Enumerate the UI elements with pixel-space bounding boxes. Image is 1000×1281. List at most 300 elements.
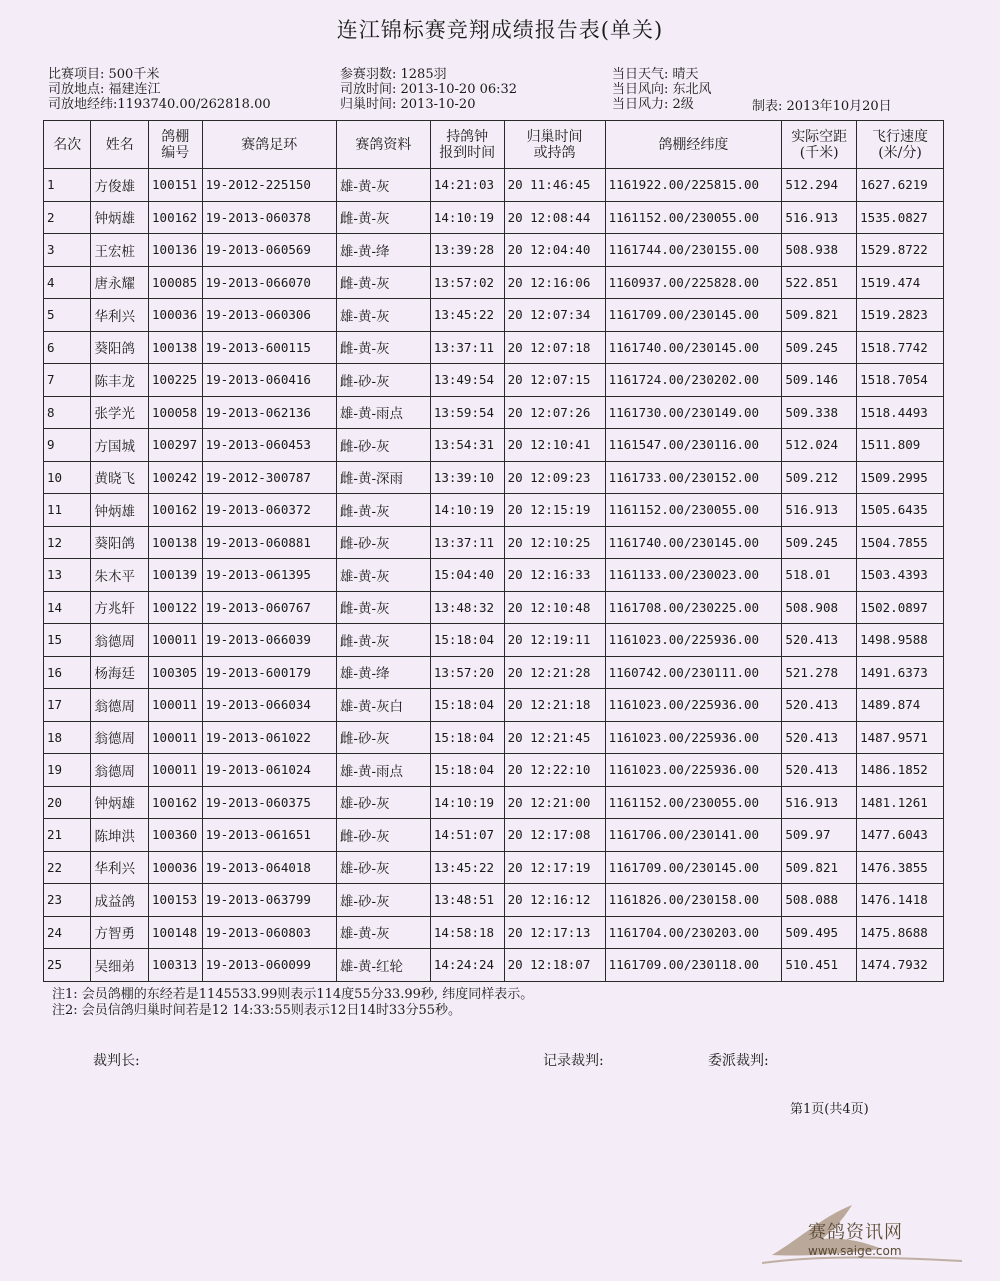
table-cell: 20 12:17:08 (504, 819, 605, 852)
table-cell: 20 12:10:41 (504, 429, 605, 462)
table-cell: 19-2013-063799 (202, 884, 336, 917)
table-cell: 20 12:21:18 (504, 689, 605, 722)
table-cell: 翁德周 (91, 624, 149, 657)
table-cell: 1477.6043 (857, 819, 944, 852)
table-cell: 22 (44, 851, 91, 884)
table-cell: 1161922.00/225815.00 (605, 169, 782, 202)
table-cell: 14:24:24 (430, 949, 504, 982)
table-cell: 1509.2995 (857, 461, 944, 494)
table-cell: 13:48:32 (430, 591, 504, 624)
table-cell: 1161152.00/230055.00 (605, 494, 782, 527)
table-cell: 雌-砂-灰 (336, 721, 430, 754)
table-cell: 雄-黄-雨点 (336, 396, 430, 429)
table-cell: 510.451 (782, 949, 857, 982)
table-cell: 1161724.00/230202.00 (605, 364, 782, 397)
table-cell: 20 12:10:25 (504, 526, 605, 559)
table-cell: 100011 (149, 689, 203, 722)
table-cell: 509.495 (782, 916, 857, 949)
table-row (44, 429, 944, 462)
table-cell: 6 (44, 331, 91, 364)
table-cell: 雌-黄-灰 (336, 624, 430, 657)
table-cell: 100360 (149, 819, 203, 852)
table-row (44, 949, 944, 982)
table-row (44, 201, 944, 234)
table-cell: 19-2013-060372 (202, 494, 336, 527)
table-cell: 1504.7855 (857, 526, 944, 559)
table-cell: 20 12:16:06 (504, 266, 605, 299)
column-header: 鸽棚 编号 (149, 121, 203, 169)
table-cell: 陈坤洪 (91, 819, 149, 852)
table-cell: 方俊雄 (91, 169, 149, 202)
table-cell: 5 (44, 299, 91, 332)
column-header: 姓名 (91, 121, 149, 169)
table-cell: 20 12:18:07 (504, 949, 605, 982)
table-cell: 1161709.00/230145.00 (605, 851, 782, 884)
table-row (44, 526, 944, 559)
table-cell: 1486.1852 (857, 754, 944, 787)
table-cell: 1161730.00/230149.00 (605, 396, 782, 429)
table-cell: 雄-砂-灰 (336, 851, 430, 884)
watermark-url: www.saige.com (808, 1244, 902, 1258)
table-cell: 100162 (149, 201, 203, 234)
table-row (44, 656, 944, 689)
assigned-judge-signature: 委派裁判: (708, 1053, 769, 1069)
table-cell: 509.821 (782, 299, 857, 332)
column-header: 名次 (44, 121, 91, 169)
table-cell: 雄-黄-灰 (336, 559, 430, 592)
table-cell: 19-2013-060306 (202, 299, 336, 332)
table-cell: 14:21:03 (430, 169, 504, 202)
table-row (44, 396, 944, 429)
table-cell: 100138 (149, 331, 203, 364)
table-cell: 4 (44, 266, 91, 299)
table-cell: 13:45:22 (430, 299, 504, 332)
table-cell: 1161733.00/230152.00 (605, 461, 782, 494)
column-header: 飞行速度 (米/分) (857, 121, 944, 169)
table-cell: 1511.809 (857, 429, 944, 462)
table-cell: 雄-黄-灰白 (336, 689, 430, 722)
table-cell: 钟炳雄 (91, 494, 149, 527)
table-cell: 15:18:04 (430, 689, 504, 722)
table-cell: 17 (44, 689, 91, 722)
table-cell: 1503.4393 (857, 559, 944, 592)
table-cell: 20 12:04:40 (504, 234, 605, 267)
table-cell: 19-2012-300787 (202, 461, 336, 494)
table-cell: 100058 (149, 396, 203, 429)
table-cell: 19-2012-225150 (202, 169, 336, 202)
table-cell: 19-2013-064018 (202, 851, 336, 884)
table-cell: 23 (44, 884, 91, 917)
column-header: 持鸽钟 报到时间 (430, 121, 504, 169)
table-cell: 100162 (149, 494, 203, 527)
table-cell: 520.413 (782, 624, 857, 657)
table-cell: 雄-砂-灰 (336, 884, 430, 917)
report-date: 制表: 2013年10月20日 (752, 99, 892, 114)
table-cell: 19-2013-060099 (202, 949, 336, 982)
table-cell: 15:18:04 (430, 754, 504, 787)
table-cell: 20 12:16:12 (504, 884, 605, 917)
table-cell: 3 (44, 234, 91, 267)
table-cell: 19-2013-060569 (202, 234, 336, 267)
table-row (44, 786, 944, 819)
table-cell: 1161709.00/230118.00 (605, 949, 782, 982)
table-cell: 100011 (149, 754, 203, 787)
race-info-column (48, 67, 271, 112)
table-cell: 100036 (149, 851, 203, 884)
timing-info-column (340, 67, 517, 112)
table-cell: 100138 (149, 526, 203, 559)
table-cell: 13:57:02 (430, 266, 504, 299)
table-cell: 雄-黄-绛 (336, 234, 430, 267)
footnotes (52, 987, 533, 1019)
table-cell: 14 (44, 591, 91, 624)
table-cell: 20 12:15:19 (504, 494, 605, 527)
table-cell: 100139 (149, 559, 203, 592)
table-row (44, 754, 944, 787)
table-cell: 方国城 (91, 429, 149, 462)
column-header: 赛鸽足环 (202, 121, 336, 169)
table-cell: 14:10:19 (430, 786, 504, 819)
table-cell: 512.294 (782, 169, 857, 202)
table-cell: 雄-黄-灰 (336, 299, 430, 332)
table-cell: 19-2013-066039 (202, 624, 336, 657)
table-row (44, 234, 944, 267)
table-cell: 雄-黄-绛 (336, 656, 430, 689)
table-cell: 1161023.00/225936.00 (605, 721, 782, 754)
table-cell: 14:10:19 (430, 494, 504, 527)
table-cell: 华利兴 (91, 299, 149, 332)
column-header: 归巢时间 或持鸽 (504, 121, 605, 169)
table-cell: 雌-黄-灰 (336, 201, 430, 234)
table-cell: 512.024 (782, 429, 857, 462)
table-cell: 1 (44, 169, 91, 202)
table-cell: 508.908 (782, 591, 857, 624)
table-cell: 12 (44, 526, 91, 559)
table-cell: 1161133.00/230023.00 (605, 559, 782, 592)
table-row (44, 494, 944, 527)
table-cell: 1518.4493 (857, 396, 944, 429)
table-cell: 1502.0897 (857, 591, 944, 624)
footnote: 注1: 会员鸽棚的东经若是1145533.99则表示114度55分33.99秒, 纬度同样表示。 (52, 987, 534, 1002)
table-cell: 20 12:07:34 (504, 299, 605, 332)
table-cell: 15:18:04 (430, 624, 504, 657)
table-cell: 钟炳雄 (91, 786, 149, 819)
table-cell: 14:58:18 (430, 916, 504, 949)
table-cell: 13:57:20 (430, 656, 504, 689)
table-cell: 雌-砂-灰 (336, 429, 430, 462)
table-cell: 1161023.00/225936.00 (605, 624, 782, 657)
weather: 当日天气: 晴天 (612, 67, 699, 82)
table-cell: 19-2013-066034 (202, 689, 336, 722)
table-cell: 雌-黄-深雨 (336, 461, 430, 494)
table-cell: 1489.874 (857, 689, 944, 722)
table-cell: 19-2013-600179 (202, 656, 336, 689)
table-cell: 19-2013-061395 (202, 559, 336, 592)
table-row (44, 331, 944, 364)
table-cell: 20 12:19:11 (504, 624, 605, 657)
table-row (44, 624, 944, 657)
table-cell: 1475.8688 (857, 916, 944, 949)
table-row (44, 559, 944, 592)
table-cell: 13:48:51 (430, 884, 504, 917)
table-cell: 100151 (149, 169, 203, 202)
table-cell: 100242 (149, 461, 203, 494)
recording-judge-signature: 记录裁判: (543, 1053, 604, 1069)
table-row (44, 721, 944, 754)
table-cell: 13:54:31 (430, 429, 504, 462)
table-cell: 2 (44, 201, 91, 234)
table-cell: 19-2013-060416 (202, 364, 336, 397)
table-row (44, 299, 944, 332)
table-cell: 翁德周 (91, 721, 149, 754)
table-cell: 509.97 (782, 819, 857, 852)
table-cell: 19-2013-061022 (202, 721, 336, 754)
table-row (44, 916, 944, 949)
table-cell: 516.913 (782, 786, 857, 819)
table-cell: 100148 (149, 916, 203, 949)
table-cell: 黄晓飞 (91, 461, 149, 494)
table-cell: 19 (44, 754, 91, 787)
table-cell: 14:51:07 (430, 819, 504, 852)
table-cell: 1161547.00/230116.00 (605, 429, 782, 462)
watermark-text: 赛鸽资讯网 (808, 1222, 903, 1243)
table-cell: 100011 (149, 624, 203, 657)
table-cell: 520.413 (782, 754, 857, 787)
table-cell: 1161152.00/230055.00 (605, 786, 782, 819)
table-cell: 518.01 (782, 559, 857, 592)
table-cell: 1161709.00/230145.00 (605, 299, 782, 332)
table-cell: 雌-砂-灰 (336, 364, 430, 397)
table-cell: 509.821 (782, 851, 857, 884)
table-cell: 520.413 (782, 721, 857, 754)
table-cell: 雌-黄-灰 (336, 591, 430, 624)
report-title: 连江锦标赛竞翔成绩报告表(单关) (336, 18, 664, 42)
table-cell: 13:45:22 (430, 851, 504, 884)
return-time: 归巢时间: 2013-10-20 (340, 97, 476, 112)
table-cell: 509.245 (782, 331, 857, 364)
table-cell: 20 12:17:13 (504, 916, 605, 949)
table-cell: 20 12:16:33 (504, 559, 605, 592)
table-cell: 100136 (149, 234, 203, 267)
table-row (44, 884, 944, 917)
table-header-row (44, 121, 944, 169)
table-cell: 100085 (149, 266, 203, 299)
table-row (44, 461, 944, 494)
table-cell: 1487.9571 (857, 721, 944, 754)
table-cell: 19-2013-060378 (202, 201, 336, 234)
table-cell: 1476.1418 (857, 884, 944, 917)
table-cell: 1627.6219 (857, 169, 944, 202)
table-cell: 509.245 (782, 526, 857, 559)
race-item: 比赛项目: 500千米 (48, 67, 160, 82)
table-cell: 1476.3855 (857, 851, 944, 884)
table-cell: 24 (44, 916, 91, 949)
table-cell: 20 12:21:00 (504, 786, 605, 819)
table-cell: 1161826.00/230158.00 (605, 884, 782, 917)
table-cell: 522.851 (782, 266, 857, 299)
table-cell: 翁德周 (91, 689, 149, 722)
table-cell: 520.413 (782, 689, 857, 722)
table-cell: 20 12:09:23 (504, 461, 605, 494)
table-cell: 1161740.00/230145.00 (605, 526, 782, 559)
table-cell: 1161706.00/230141.00 (605, 819, 782, 852)
table-cell: 100305 (149, 656, 203, 689)
table-cell: 1505.6435 (857, 494, 944, 527)
table-cell: 方智勇 (91, 916, 149, 949)
table-cell: 508.938 (782, 234, 857, 267)
table-cell: 20 12:07:18 (504, 331, 605, 364)
table-cell: 15 (44, 624, 91, 657)
table-cell: 1161740.00/230145.00 (605, 331, 782, 364)
table-cell: 509.338 (782, 396, 857, 429)
table-cell: 7 (44, 364, 91, 397)
table-cell: 雄-黄-灰 (336, 169, 430, 202)
table-cell: 1529.8722 (857, 234, 944, 267)
table-cell: 19-2013-066070 (202, 266, 336, 299)
column-header: 鸽棚经纬度 (605, 121, 782, 169)
table-cell: 20 12:07:26 (504, 396, 605, 429)
table-cell: 1160742.00/230111.00 (605, 656, 782, 689)
table-cell: 1161152.00/230055.00 (605, 201, 782, 234)
table-cell: 19-2013-060453 (202, 429, 336, 462)
table-cell: 19-2013-060767 (202, 591, 336, 624)
table-cell: 100122 (149, 591, 203, 624)
table-cell: 19-2013-060881 (202, 526, 336, 559)
table-cell: 100162 (149, 786, 203, 819)
table-cell: 雌-砂-灰 (336, 526, 430, 559)
table-cell: 100297 (149, 429, 203, 462)
table-cell: 华利兴 (91, 851, 149, 884)
table-cell: 1519.474 (857, 266, 944, 299)
table-cell: 100036 (149, 299, 203, 332)
column-header: 实际空距 (千米) (782, 121, 857, 169)
table-cell: 19-2013-600115 (202, 331, 336, 364)
table-cell: 13:39:10 (430, 461, 504, 494)
table-cell: 成益鸽 (91, 884, 149, 917)
table-cell: 朱木平 (91, 559, 149, 592)
table-cell: 1519.2823 (857, 299, 944, 332)
release-location: 司放地点: 福建连江 (48, 82, 161, 97)
table-cell: 1161744.00/230155.00 (605, 234, 782, 267)
table-cell: 19-2013-060803 (202, 916, 336, 949)
table-cell: 雌-黄-灰 (336, 494, 430, 527)
table-cell: 13:39:28 (430, 234, 504, 267)
table-cell: 516.913 (782, 494, 857, 527)
table-cell: 100011 (149, 721, 203, 754)
table-cell: 14:10:19 (430, 201, 504, 234)
table-cell: 1518.7742 (857, 331, 944, 364)
table-cell: 钟炳雄 (91, 201, 149, 234)
table-cell: 翁德周 (91, 754, 149, 787)
table-cell: 516.913 (782, 201, 857, 234)
table-cell: 19-2013-061651 (202, 819, 336, 852)
table-cell: 20 12:08:44 (504, 201, 605, 234)
table-cell: 20 (44, 786, 91, 819)
table-cell: 吴细弟 (91, 949, 149, 982)
table-cell: 1491.6373 (857, 656, 944, 689)
table-cell: 雄-黄-红轮 (336, 949, 430, 982)
page-number: 第1页(共4页) (790, 1102, 869, 1117)
table-cell: 19-2013-062136 (202, 396, 336, 429)
results-table (43, 120, 944, 982)
weather-info-column (612, 67, 712, 112)
table-cell: 1161708.00/230225.00 (605, 591, 782, 624)
table-cell: 20 12:07:15 (504, 364, 605, 397)
table-cell: 1161023.00/225936.00 (605, 754, 782, 787)
table-cell: 1481.1261 (857, 786, 944, 819)
table-cell: 陈丰龙 (91, 364, 149, 397)
wind-force: 当日风力: 2级 (612, 97, 694, 112)
table-cell: 508.088 (782, 884, 857, 917)
table-cell: 13:49:54 (430, 364, 504, 397)
table-cell: 10 (44, 461, 91, 494)
table-row (44, 266, 944, 299)
table-cell: 100153 (149, 884, 203, 917)
table-cell: 11 (44, 494, 91, 527)
table-cell: 13:37:11 (430, 331, 504, 364)
table-cell: 521.278 (782, 656, 857, 689)
table-cell: 20 12:10:48 (504, 591, 605, 624)
table-cell: 1498.9588 (857, 624, 944, 657)
column-header: 赛鸽资料 (336, 121, 430, 169)
entry-count: 参赛羽数: 1285羽 (340, 67, 447, 82)
table-cell: 雌-砂-灰 (336, 819, 430, 852)
table-cell: 25 (44, 949, 91, 982)
table-cell: 1160937.00/225828.00 (605, 266, 782, 299)
table-cell: 张学光 (91, 396, 149, 429)
table-cell: 杨海廷 (91, 656, 149, 689)
table-row (44, 819, 944, 852)
release-coordinates: 司放地经纬:1193740.00/262818.00 (48, 97, 271, 112)
table-cell: 21 (44, 819, 91, 852)
table-cell: 15:04:40 (430, 559, 504, 592)
table-row (44, 689, 944, 722)
table-cell: 509.146 (782, 364, 857, 397)
table-cell: 雄-黄-灰 (336, 916, 430, 949)
table-row (44, 364, 944, 397)
table-cell: 雌-黄-灰 (336, 331, 430, 364)
table-cell: 1161023.00/225936.00 (605, 689, 782, 722)
table-cell: 雄-砂-灰 (336, 786, 430, 819)
table-cell: 19-2013-060375 (202, 786, 336, 819)
table-cell: 1474.7932 (857, 949, 944, 982)
table-cell: 100225 (149, 364, 203, 397)
table-cell: 13 (44, 559, 91, 592)
table-cell: 15:18:04 (430, 721, 504, 754)
table-cell: 509.212 (782, 461, 857, 494)
table-cell: 20 12:17:19 (504, 851, 605, 884)
release-time: 司放时间: 2013-10-20 06:32 (340, 82, 518, 97)
table-cell: 13:59:54 (430, 396, 504, 429)
table-cell: 雄-黄-雨点 (336, 754, 430, 787)
table-cell: 18 (44, 721, 91, 754)
table-cell: 100313 (149, 949, 203, 982)
table-cell: 16 (44, 656, 91, 689)
footnote: 注2: 会员信鸽归巢时间若是12 14:33:55则表示12日14时33分55秒。 (52, 1003, 462, 1018)
table-cell: 葵阳鸽 (91, 331, 149, 364)
table-cell: 唐永耀 (91, 266, 149, 299)
table-cell: 1161704.00/230203.00 (605, 916, 782, 949)
table-cell: 13:37:11 (430, 526, 504, 559)
table-cell: 20 12:21:45 (504, 721, 605, 754)
chief-judge-signature: 裁判长: (93, 1053, 140, 1069)
table-row (44, 591, 944, 624)
table-cell: 1535.0827 (857, 201, 944, 234)
table-cell: 葵阳鸽 (91, 526, 149, 559)
table-cell: 王宏桩 (91, 234, 149, 267)
table-cell: 9 (44, 429, 91, 462)
table-row (44, 851, 944, 884)
